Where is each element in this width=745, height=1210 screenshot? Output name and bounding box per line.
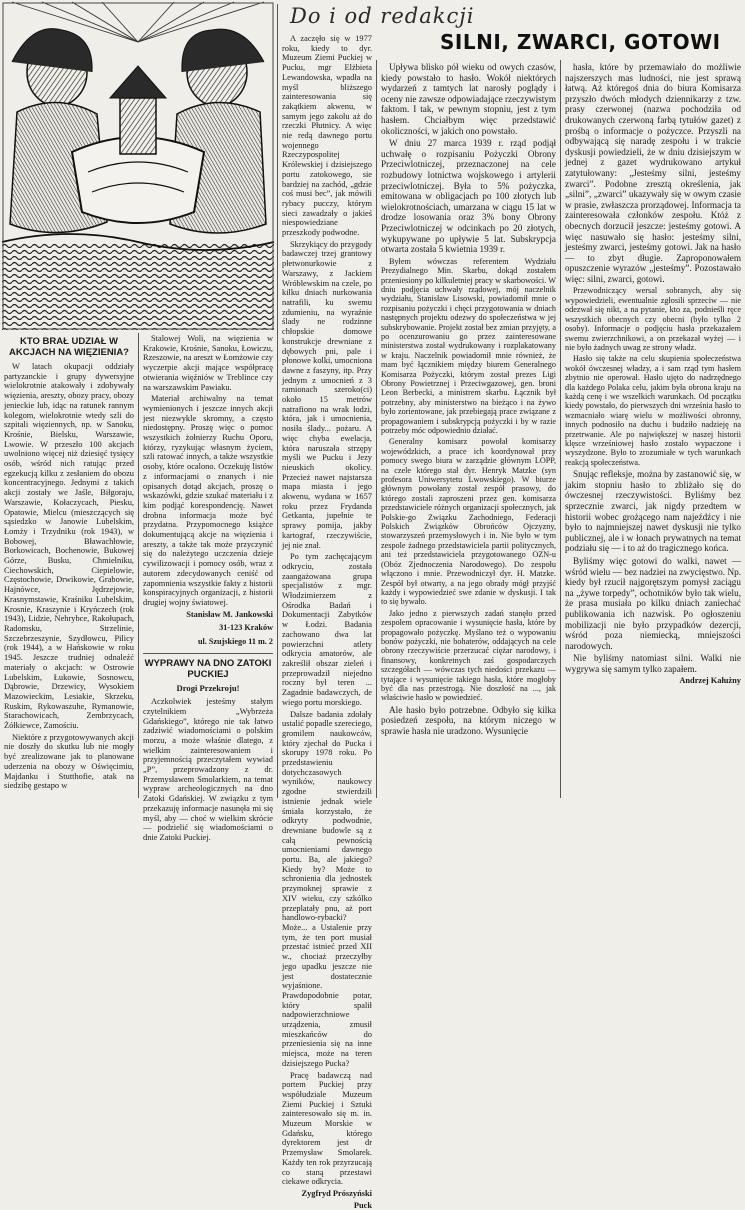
column-rule (277, 4, 278, 798)
paragraph: Dalsze badania zdołały ustalić popadle szereciego, gromilem naukowców, który zjechał do Pucka i skorupy 1978 roku. Po przedstawieniu dotychczasowych wyników, naukowcy zgodne stwierdzili istnienie jednak wiele śmiała korzystało, że odkryty podwodnie, drewniane budowle są z całą pewnością umocnieniami dawnego portu. Ba, ale jakiego? Kiedy by? Może to schronienia dla jednostek przymoknej sprawie z XIV wieku, czy szkólko przeplatały pnu, aż port handlowo-rybacki? Może... a Ustalenie przy tym, że ten port musiał przestać istnieć przed XII w., chociaż przeczyłby jego upadku jeszcze nie jest dostatecznie wyjaśnione. Prawdopodobnie potar, który spalił nadpowierzchniowe urządzenia, zmusił mieszkańców do przeniesienia się na inne miejsca, może na teren dzisiejszego Pucka? (282, 709, 372, 1068)
paragraph: Upływa blisko pół wieku od owych czasów, kiedy powstało to hasło. Wokół niektórych wydarzeń z tamtych lat narosły poglądy i oceny nie zawsze odpowiadające rzeczywistym faktom. I tak, w pewnym stopniu, jest z tym hasłem. Chciałbym więc przedstawić okoliczności, w jakich ono powstało. (381, 62, 556, 136)
paragraph: Byliśmy więc gotowi do walki, nawet — wśród wielu — bez nadziei na zwycięstwo. Np. kiedy był rzucił najgorętszym pomysł zaciągu na „żywe torpedy”, ochotników było tak wielu, że prasa musiała po kilku dniach zaniechać publikowania ich nazwisk. Po ogłoszeniu mobilizacji nie było przypadków dezercji, wśród poza niemiecką, mniejszości narodowych. (565, 555, 741, 651)
column-rule (138, 333, 139, 798)
paragraph: W dniu 27 marca 1939 r. rząd podjął uchwałę o rozpisaniu Pożyczki Obrony Przeciwlotniczej, przeznaczonej na cele rozbudowy lotnictwa wojskowego i artylerii przeciwlotniczej. Była to 5% pożyczka, emitowana w obligacjach po 100 złotych lub wielokrotnościach, umarzana w ciągu 15 lat w drodze losowania oraz 3% bony Obrony Przeciwlotniczej w odcinkach po 20 złotych, wykupywane po upływie 5 lat. Subskrypcja otwarta została 5 kwietnia 1939 r. (381, 138, 556, 255)
paragraph: Przewodniczący wersal sobranych, aby się wypowiedzieli, ewentualnie zgłosili sprzeciw — nie odezwał się nikt, a na pytanie, kto za, podnieśli ręce wszystkich obecnych czy obecni (było tylko 2 osoby). Informacje o podjęciu hasła przekazałem swemu zwierzchnikowi, a on przekazał wyżej — i nie było żadnych uwag ze strony władz. (565, 286, 741, 352)
column-rule (560, 60, 561, 798)
paragraph: Ale hasło było potrzebne. Odbyło się kilka posiedzeń zespołu, na którym niczego w sprawie hasła nie uradzono. Wysunięcie (381, 704, 556, 736)
column-main-article-1 (381, 62, 556, 796)
section-kicker: Do i od redakcji (290, 4, 475, 28)
paragraph: A zaczęło się w 1977 roku, kiedy to dyr. Muzeum Ziemi Puckiej w Pucku, mgr Elżbieta Lewandowska, wpadła na myśl bliższego zainteresowania się zakątkiem akwenu, w samym jego zakolu aż do rzeczki Płutnicy. A więc nie redą dawnego portu wojennego Rzeczypospolitej Królewskiej i dzisiejszego portu zatokowego, sie bardziej na zachód, „gdzie coś musi bec”, jak mówili rybacy pucczy, którym sieci zawadzały o jakieś niespowiedziane przeszkody podwodne. (282, 34, 372, 238)
author-place: Puck (353, 1200, 372, 1210)
article-headline: SILNI, ZWARCI, GOTOWI (440, 30, 721, 54)
column-main-article-2 (565, 62, 741, 796)
letter-title: KTO BRAŁ UDZIAŁ W AKCJACH NA WIĘZIENIA? (9, 336, 129, 358)
paragraph: hasła, które by przemawiało do możliwie najszerszych mas ludności, nie jest sprawą łatwą. Aż któregoś dnia do biura Komisarza przyszło dwóch młodych dziennikarzy z tzw. prasy czerwonej (nazwa pochodziła od drukowanych czerwoną farbą tytułów gazet) z prośbą o informacje o pożyczce. Przyszli na odbywającą się naradę zespołu i w trakcie dyskusji powiedzieli, że w dniu dzisiejszym w jednej z gazet wydrukowano artykuł zatytułowany: „Jesteśmy silni, jesteśmy zwarci”. Podobne zresztą określenia, jak „silni”, „zwarci” ukazywały się w owym czasie w prasie, zwłaszcza prorządowej. Informacja ta zainteresowała członków zespołu. Któż z obecnych dorzucił jeszcze: jesteśmy gotowi. A więc nasuwało się hasło: jesteśmy silni, jesteśmy zwarci, jesteśmy gotowi. Jak na hasło — to zbyt długie. Zaproponowałem opuszczenie wyrazów „jesteśmy”. Pozostawało więc: silni, zwarci, gotowi. (565, 62, 741, 284)
paragraph: Materiał archiwalny na temat wymienionych i jeszcze innych akcji jest niezwykle skromny, a często niedostępny. Proszę więc o pomoc wszystkich żołnierzy Ruchu Oporu, którzy, ryzykując własnym życiem, szli ratować innych, a także wszystkie osoby, które ocalono. Oczekuję listów z informacjami o znanych i nie opisanych dotąd akcjach, proszę o wskazówki, gdzie szukać materiału i z kim podjąć korespondencję. Nawet drobna informacja może być przydatna. Przypomocnego książce dokumentującą akcje na więzienia i areszty, a także tak może przyczynić się do należytego uczczenia dzieje cywilizowacji i pomocy osób, wraz z autorem zdecydowanych ceniść od zapomnienia wszystkie fakty z historii konspiracyjnych organizacji, z historii drugiej wojny światowej. (143, 394, 273, 607)
paragraph: Aczkolwiek jesteśmy stałym czytelnikiem „Wybrzeża Gdańskiego”, którego nie tak łatwo zadziwić wiadomościami o polskim morzu, a może właśnie dlatego, z wielkim zainteresowaniem i przyjemnością przeczytałem wywiad „P”, przeprowadzony z dr. Przemysławem Smolarkiem, na temat wypraw archeologicznych na dno Zatoki Gdańskiej. W związku z tym przekazuję informacje nasunęła mi się myśl, aby — choć w wielkim skrócie — podzielić się wiadomościami o dnie Zatoki Puckiej. (143, 697, 273, 842)
author-signature: Andrzej Kałużny (679, 676, 741, 686)
paragraph: Pracę badawczą nad portem Puckiej przy współudziale Muzeum Ziemi Puckiej i Sztuki zainteresowało się m. in. Muzeum Morskie w Gdańsku, którego dyrektorem jest dr Przemysław Smolarek. Każdy ten rok przyrzucają co staną przestawi ciekawe odkrycia. (282, 1070, 372, 1187)
paragraph: Stalowej Woli, na więzienia w Krakowie, Krośnie, Sanoku, Łowiczu, Rzeszowie, na areszt w Łomżowie czy wyczerpie akcji mające współpracę otwierania więźniów w Treblince czy na warszawskim Pawiaku. (143, 334, 273, 392)
column-middle-letters (143, 334, 273, 842)
column-left-letter (4, 334, 134, 798)
paragraph: Nie byliśmy natomiast silni. Walki nie wygrywa się samym tylko zapałem. (565, 653, 741, 674)
paragraph: Hasło się także na celu skupienia społeczeństwa wokół ówczesnej władzy, a i sam rząd tym hasłem zbytnio nie operował. Hasło ujęto do nadrzędnego dla każdego Polaka celu, jakim była obrona kraju na każdą cenę i we wszelkich warunkach. Od początku kiedy powstało, do pierwszych dni września hasło to wzmacniało wiarę wielu w możliwości obronny, innych podnosiło na duchu i budziło nadzieję na przetrwanie. Ale po największej w naszej historii klęsce wrześniowej hasło zostało wypaczone i wyszydzone. Było to zrozumiałe w tych warunkach reakcją społeczeństwa. (565, 354, 741, 467)
divider (143, 653, 273, 654)
author-address-line2: ul. Szujskiego 11 m. 2 (197, 637, 273, 647)
author-address-line1: 31-123 Kraków (219, 623, 273, 633)
paragraph: Niektóre z przygotowywanych akcji nie doszły do skutku lub nie mogły być zrealizowane jak to planowane uderzenia na obozy w Oświęcimiu, Majdanku i Stutthofie, atak na siedzibę gestapo w (4, 732, 134, 791)
letter-title: WYPRAWY NA DNO ZATOKI PUCKIEJ (144, 658, 272, 681)
paragraph: Skrzykiący do przygody badawczej trzej grantowy płetwonurkowie z Warszawy, z Jackiem Wróblewskim na czele, po kilku dniach nurkowania natrafili, ku swemu zdumieniu, na wyraźnie ślady ne rodzinne chłopskie domowe konstrukcje drewniane z dębowych pni, pale i płonowe kolki, umocniona dawne z faszyny, itp. Przy jednym z umocnień z 3 ramionach szeroko(ci) około 15 metrów natrafiono na wrak łodzi, która, jak i umocnienia, nosiła ślady... pożaru. A więc chyba ewelacja, która naruszała strzępy myśli we Pucku i Jezy nieuskich okolicy. Przecież nawet najstarsza mapa miasta i jego akwenu, wydana w 1657 roku przez Frydanda Getkanta, jupełnie te sprawy pomija, jakby kartograf, rzeczywiście, jej nie znał. (282, 239, 372, 550)
author-signature: Zygfryd Prószyński (301, 1188, 372, 1198)
column-article-puck (282, 34, 372, 1210)
paragraph: Po tym zachęcającym odkryciu, została zaangażowana grupa specjalistów z mgr. Włodzimierzem z Ośrodka Badań i Dokumentacji Zabytków w Łodzi. Badania zachowano dwa lat powierzchni atlety odkrycia amatorów, ale zakreślił obszar zieleń i przeprowadził niejedno roczny był teren ... Zagadnie badawczych, de wiego portu morskiego. (282, 552, 372, 707)
paragraph: Generalny komisarz powołał komisarzy wojewódzkich, a prace ich koordynował przy pomocy swego biura w zarządzie głównym LOPP, na czele którego stał dyr. Henryk Matzke (syn profesora Uniwersytetu Lwowskiego). W biurze głównym powołany został zespół prasowy, do którego zostali zaproszeni przez gen. komisarza przedstawiciele różnych organizacji społecznych, jak Polskie-go Związku Zachodniego, Federacji Polskich Związków Obrońców Ojczyzny, stowarzyszeń przemysłowych i in. Nie było w tym zespole żadnego przedstawiciela partii politycznych, ani też przedstawiciela przygotowanego OZN-u (Obóz Zjednoczenia Narodowego). Do zespołu włączono i mnie. Przewodniczył dyr. H. Matzke. Zespół był otwarty, a na jego obrady mógł przyjść każdy i wypowiedzieć swe zdanie w dyskusji. I tak to się bywało. (381, 437, 556, 607)
letter-salutation: Drogi Przekroju! (176, 683, 240, 694)
paragraph: Jako jedno z pierwszych zadań stanęło przed zespołem opracowanie i wysunięcie hasła, które by propagowało pożyczkę. Myślano też o wypowaniu bonów pożyczki, nie bohaterów, oddających na cele obrony rzeczywiście przerzucać ciężar narodowy, i finansowy, konkretnych zaś gospodarczych szczegółach — wówczas tych niedości przekazu — tytające i wysunięcie takiego hasła, które mogłoby być dla nas przestrogą. Nie doszłość na ..., jak właściwie hasło w powiedzieć. (381, 608, 556, 703)
column-rule (376, 60, 377, 798)
paragraph: Byłem wówczas referentem Wydziału Prezydialnego Min. Skarbu, dokąd zostałem przeniesiony po kilkuletniej pracy w skarbowości. W dniu podjęcia uchwały rządowej, mój naczelnik wydziału, Stanisław Lisowski, powiadomił mnie o rozpisaniu pożyczki i chęci przygotowania w dniach następnych projektu odezwy do społeczeństwa w jej subskrybowanie. Projekt został bez zmian przyjęty, a po ocenzurowaniu go przez zainteresowane ministerstwa został wydrukowany i rozplakatowany w kraju. Naczelnik powiadomił mnie również, że mam być łącznikiem między biurem Generalnego Komisarza Pożyczki, którym został prezes Ligi Obrony Powietrznej i Przeciwgazowej, gen. broni Leon Berbecki, a ministrem skarbu. Łącznik był potrzebny, aby ministerstwo na bieżąco i na żywo było zorientowane, jak przebiegają prace związane z propagowaniem i subskrypcją pożyczki i by w razie potrzeby móc odpowiednio działać. (381, 256, 556, 435)
woodcut-illustration-art (2, 2, 274, 330)
paragraph: Snując refleksje, można by zastanowić się, w jakim stopniu hasło to zbliżało się do ówczesnej rzeczywistości. Byliśmy bez sprzecznie zwarci, jak nigdy przedtem w historii wobec grożącego nam najeźdźcy i nie było to najmniejszej nawet dyskusji nie tylko publicznej, ale i w łonach prywatnych na temat podziału się — i to aż do tragicznego końca. (565, 469, 741, 554)
author-signature: Stanisław M. Jankowski (186, 609, 273, 619)
woodcut-illustration (2, 2, 274, 330)
paragraph: W latach okupacji oddziały partyzanckie i grupy dywersyjne wielokrotnie atakowały i zdobywały więzienia, areszty, obozy pracy, obozy jenieckie lub, idąc na ratunek rannym kolegom, wielokrotnie wtedy szli do szpitali więziennych, np. w Sanoku, Krośnie, Bielsku, Warszawie, Lwowie. W przeszło 100 akcjach uwolniono więcej niż dziesięć tysięcy osób, wśród nich ratując przed egzekucją kilku z zesłaniem do obozu koncentracyjnego. Jednymi z takich akcji zostały we Jaśle, Biłgoraju, Warszawie, Kołaczycach, Piesku, Opatowie, Mielcu (mieszczących się sąsiedzko w Janowie Lubelskim, Łomży i Trzydniku (rok 1943), w Bobowej, Bławachłowie, Borkowicach, Bochenowie, Bukowej Górze, Busku, Chmielniku, Ciechowskich, Ciepielowie, Częstochowie, Drwikowie, Grabowie, Hajnówce, Jędrzejowie, Krasnymstawie, Kraśniku Lubelskim, Krosnie, Kraszynie i Kryńczech (rok 1943), Lidzie, Nehrybce, Rakołupach, Radomsku, Strzelinie, Szczebrzeszynie, Szydłowcu, Pilicy (rok 1944), a w Hańskowie w roku 1945. Jeszcze trudniej odnaleźć materiały o akcjach: w Ostrowie Lubelskim, Łukowie, Sosnowcu, Dąbrowie, Drzewicy, Wysokiem Mazowieckim, Lesiakie, Skrzeku, Ruskim, Rykowaszuhe, Rymanowie, Starachowicach, Zembrzycach, Żółkiewce, Zamościu. (4, 362, 134, 731)
